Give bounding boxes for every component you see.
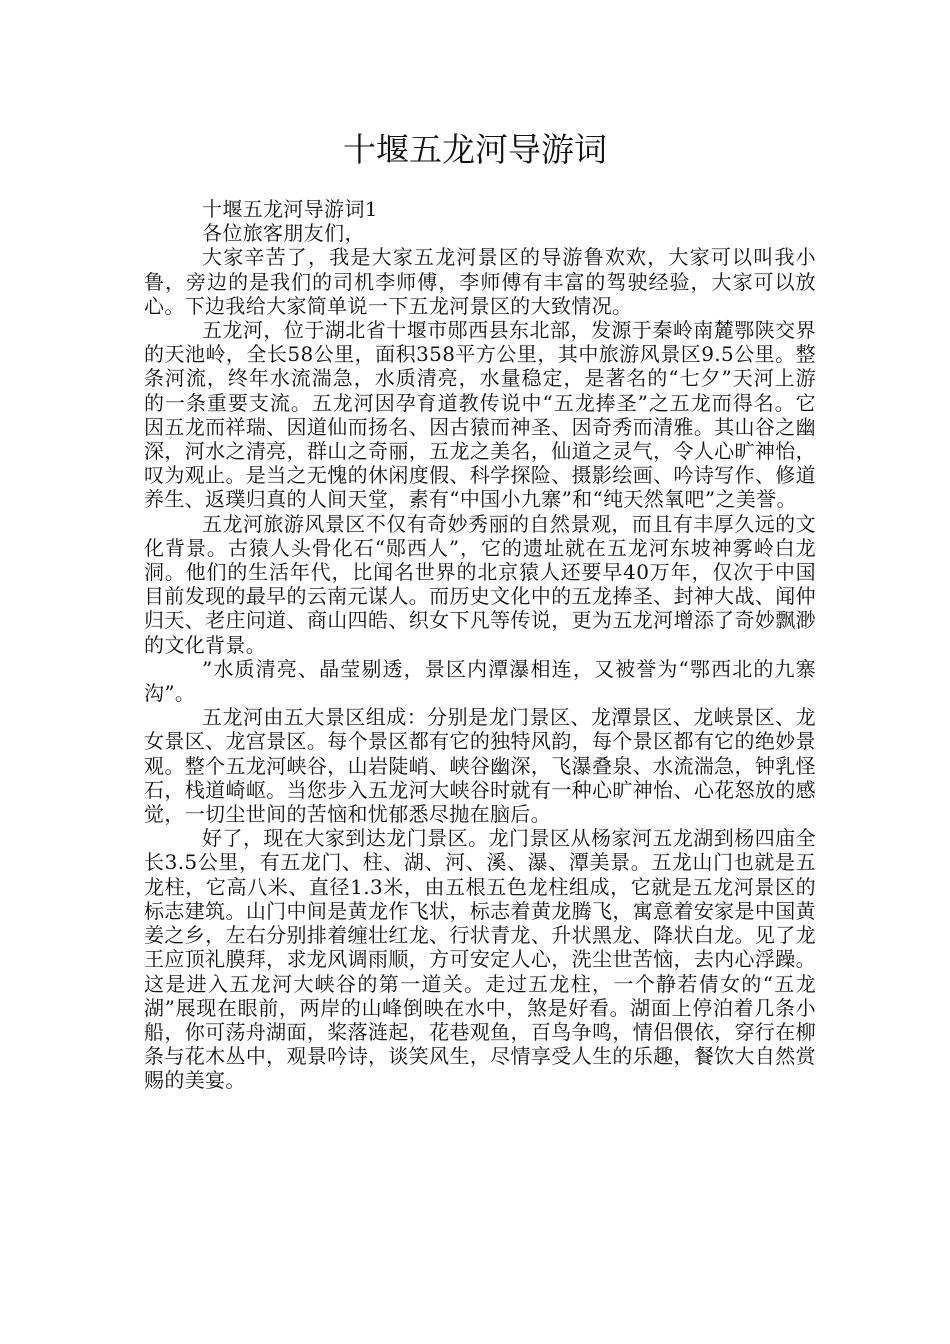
paragraph-water: ”水质清亮、晶莹剔透，景区内潭瀑相连，又被誉为“鄂西北的九寨沟”。 bbox=[144, 656, 816, 706]
document-body bbox=[144, 197, 816, 1093]
paragraph-greeting: 各位旅客朋友们， bbox=[202, 221, 365, 246]
document-title: 十堰五龙河导游词 bbox=[343, 130, 607, 169]
paragraph-scenic-areas: 五龙河由五大景区组成：分别是龙门景区、龙潭景区、龙峡景区、龙女景区、龙宫景区。每个景区都有它的独特风韵，每个景区都有它的绝妙景观。整个五龙河峡谷，山岩陡峭、峡谷幽深，飞瀑叠泉、水流湍急，钟乳怪石，栈道崎岖。当您步入五龙河大峡谷时就有一种心旷神怡、心花怒放的感觉，一切尘世间的苦恼和忧郁悉尽抛在脑后。 bbox=[144, 705, 816, 827]
paragraph-introduction: 大家辛苦了，我是大家五龙河景区的导游鲁欢欢，大家可以叫我小鲁，旁边的是我们的司机李师傅，李师傅有丰富的驾驶经验，大家可以放心。下边我给大家简单说一下五龙河景区的大致情况。 bbox=[144, 245, 816, 318]
paragraph-longmen: 好了，现在大家到达龙门景区。龙门景区从杨家河五龙湖到杨四庙全长3.5公里，有五龙门、柱、湖、河、溪、瀑、潭美景。五龙山门也就是五龙柱，它高八米、直径1.3米，由五根五色龙柱组成，它就是五龙河景区的标志建筑。山门中间是黄龙作飞状，标志着黄龙腾飞，寓意着安家是中国黄姜之乡，左右分别排着缠壮红龙、行状青龙、升状黑龙、降状白龙。见了龙王应顶礼膜拜，求龙风调雨顺，方可安定人心，洗尘世苦恼，去内心浮躁。这是进入五龙河大峡谷的第一道关。走过五龙柱，一个静若倩女的“五龙湖”展现在眼前，两岸的山峰倒映在水中，煞是好看。湖面上停泊着几条小船，你可荡舟湖面，桨落涟起，花巷观鱼，百鸟争鸣，情侣偎依，穿行在柳条与花木丛中，观景吟诗，谈笑风生，尽情享受人生的乐趣，餐饮大自然赏赐的美宴。 bbox=[144, 826, 816, 1093]
paragraph-culture: 五龙河旅游风景区不仅有奇妙秀丽的自然景观，而且有丰厚久远的文化背景。古猿人头骨化石“郧西人”，它的遗址就在五龙河东坡神雾岭白龙洞。他们的生活年代，比闻名世界的北京猿人还要早40万年，仅次于中国目前发现的最早的云南元谋人。而历史文化中的五龙捧圣、封神大战、闻仲归天、老庄问道、商山四皓、织女下凡等传说，更为五龙河增添了奇妙飘渺的文化背景。 bbox=[144, 511, 816, 657]
paragraph-location: 五龙河，位于湖北省十堰市郧西县东北部，发源于秦岭南麓鄂陕交界的天池岭，全长58公里，面积358平方公里，其中旅游风景区9.5公里。整条河流，终年水流湍急，水质清亮，水量稳定，是著名的“七夕”天河上游的一条重要支流。五龙河因孕育道教传说中“五龙捧圣”之五龙而得名。它因五龙而祥瑞、因道仙而扬名、因古猿而神圣、因奇秀而清雅。其山谷之幽深，河水之清亮，群山之奇丽，五龙之美名，仙道之灵气，令人心旷神怡，叹为观止。是当之无愧的休闲度假、科学探险、摄影绘画、吟诗写作、修道养生、返璞归真的人间天堂，素有“中国小九寨”和“纯天然氧吧”之美誉。 bbox=[144, 318, 816, 512]
paragraph-subtitle: 十堰五龙河导游词1 bbox=[202, 197, 378, 221]
